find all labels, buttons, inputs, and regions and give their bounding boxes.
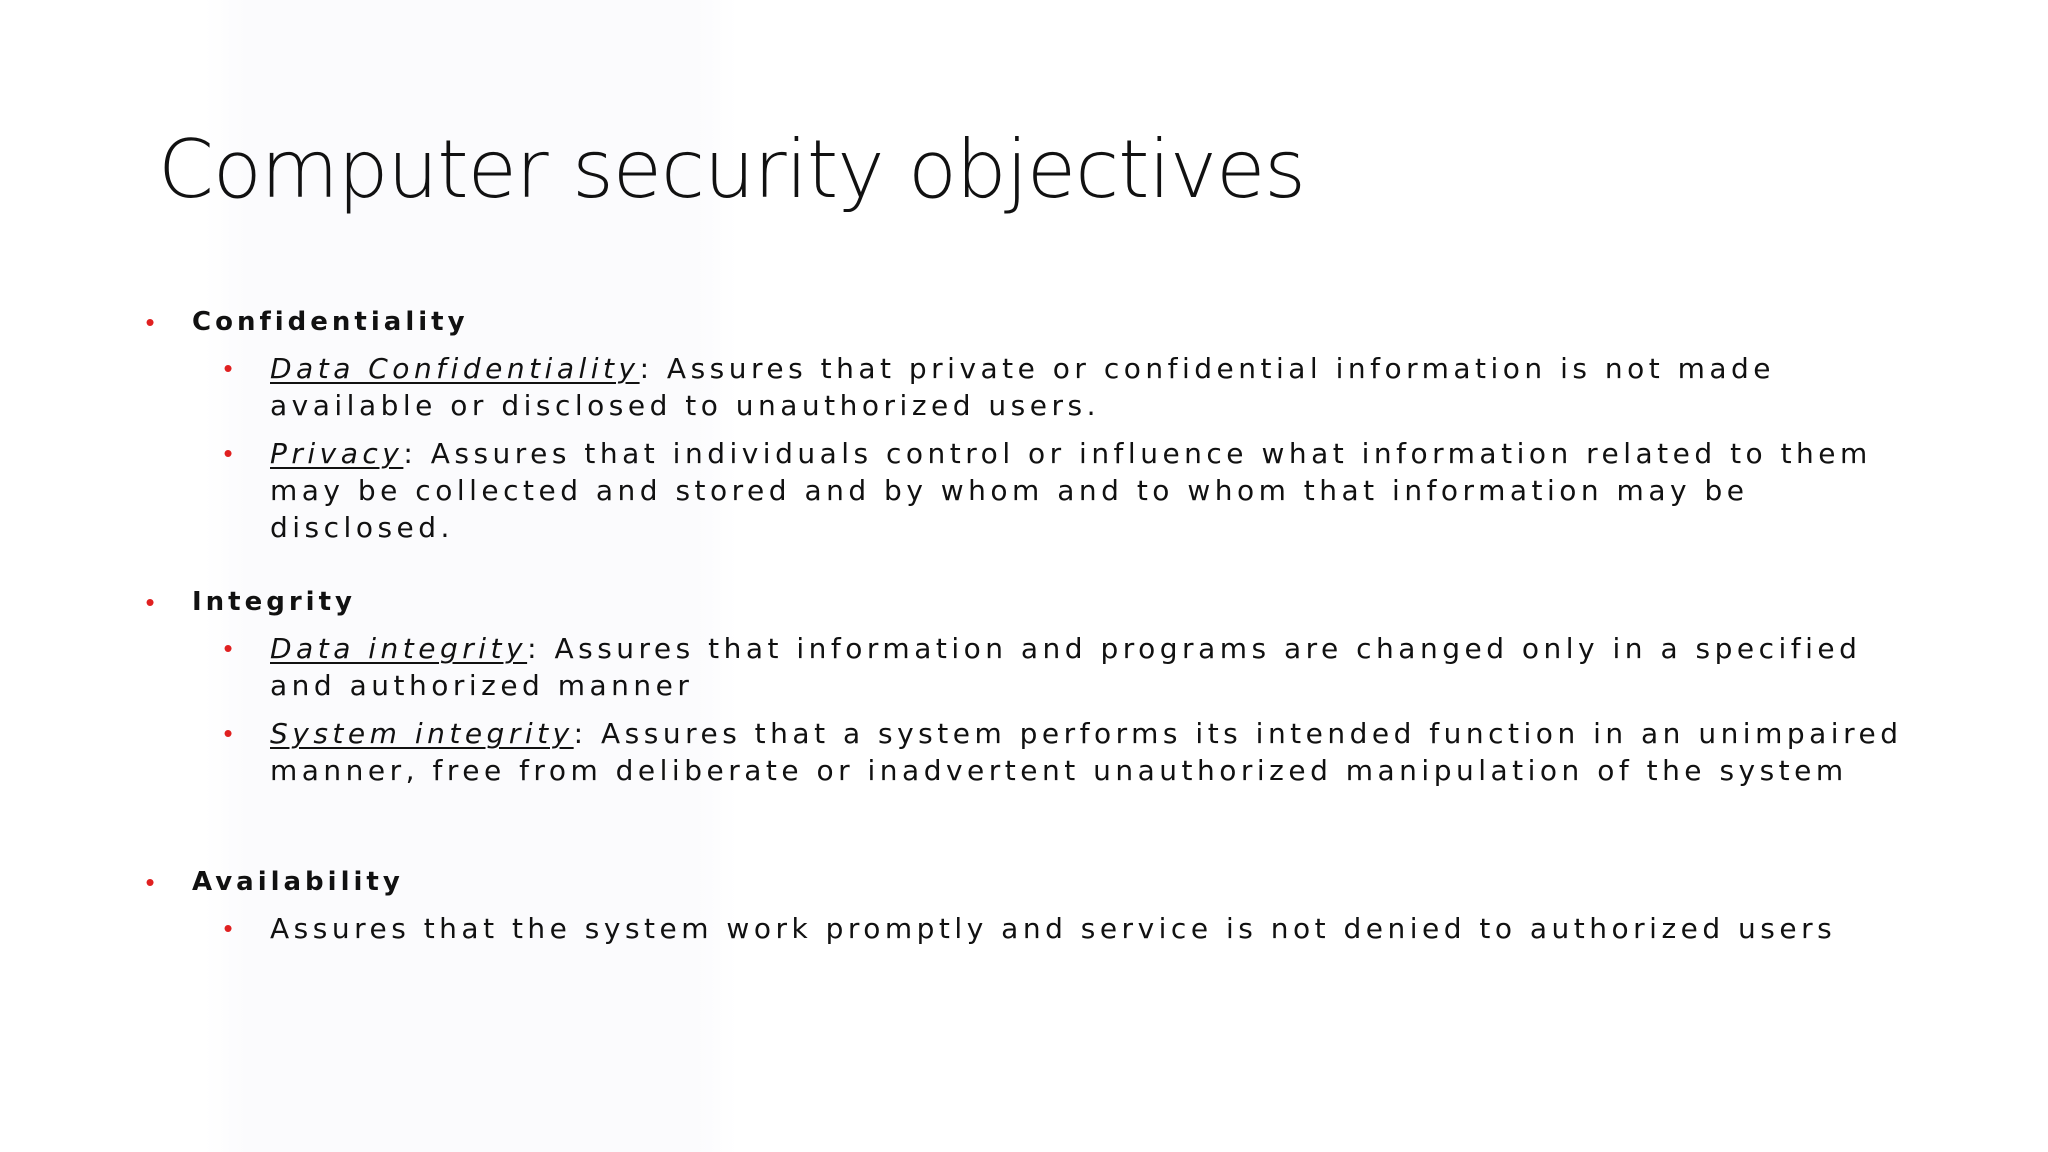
item-text <box>270 435 1930 546</box>
section-heading: Availability <box>192 867 404 897</box>
item-term: Data integrity <box>270 632 528 665</box>
bullet-icon: • <box>223 438 233 468</box>
section-heading: Integrity <box>192 587 356 617</box>
item-term: Data Confidentiality <box>270 352 640 385</box>
section-heading: Confidentiality <box>192 307 469 337</box>
item-description: Assures that private or confidential information is not made available or disclosed to unauthorized users. <box>270 352 1776 422</box>
bullet-icon: • <box>145 867 155 897</box>
bullet-icon: • <box>223 633 233 663</box>
item-description: Assures that individuals control or influence what information related to them may be collected and stored and by whom and to whom that information may be disclosed. <box>270 437 1872 544</box>
item-description: Assures that a system performs its intended function in an unimpaired manner, free from deliberate or inadvertent unauthorized manipulation of the system <box>270 717 1903 787</box>
bullet-icon: • <box>145 587 155 617</box>
item-description: Assures that information and programs are changed only in a specified and authorized manner <box>270 632 1862 702</box>
bullet-icon: • <box>223 353 233 383</box>
item-separator: : <box>573 717 588 750</box>
item-text <box>270 630 1930 704</box>
item-text <box>270 715 1930 789</box>
item-separator: : <box>527 632 542 665</box>
item-separator: : <box>403 437 418 470</box>
item-separator: : <box>639 352 654 385</box>
bullet-icon: • <box>223 718 233 748</box>
bullet-icon: • <box>145 307 155 337</box>
slide-title: Computer security objectives <box>158 123 1305 216</box>
item-text <box>270 910 1930 947</box>
item-term: System integrity <box>270 717 574 750</box>
bullet-icon: • <box>223 913 233 943</box>
item-description: Assures that the system work promptly and service is not denied to authorized users <box>270 912 1837 945</box>
item-term: Privacy <box>270 437 404 470</box>
item-text <box>270 350 1930 424</box>
